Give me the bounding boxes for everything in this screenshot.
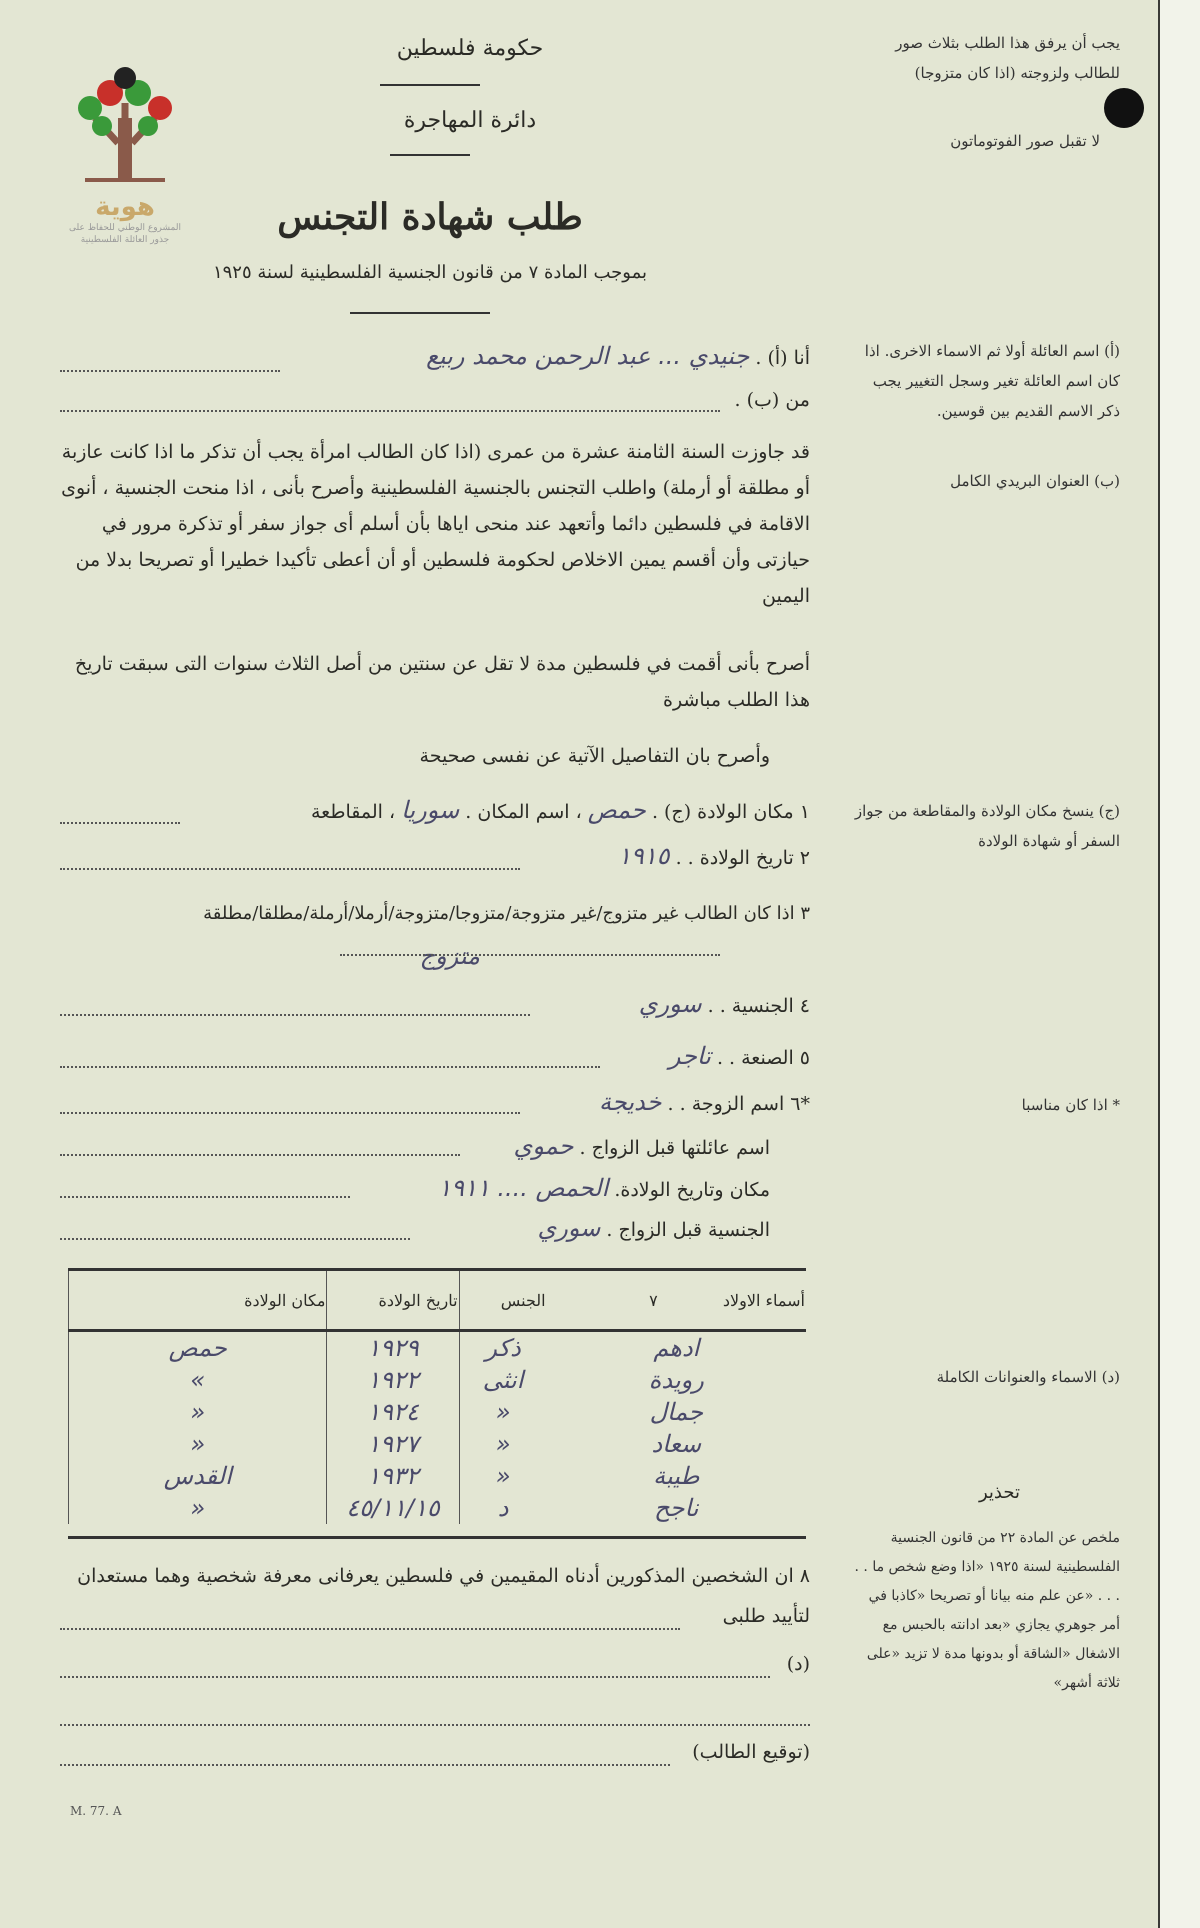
- note-d: (د) الاسماء والعنوانات الكاملة: [936, 1368, 1120, 1386]
- logo-subtitle-1: المشروع الوطني للحفاظ على: [68, 223, 181, 233]
- table-bottom-rule: [68, 1536, 806, 1539]
- child-name: طيبة: [653, 1462, 700, 1490]
- child-dob: ١٩٢٧: [327, 1428, 459, 1460]
- child-pob: «: [69, 1492, 327, 1524]
- logo-subtitle-2: جذور العائلة الفلسطينية: [80, 235, 170, 245]
- child-pob: حمص: [69, 1331, 327, 1365]
- col-dob-header: تاريخ الولادة: [327, 1270, 459, 1331]
- profession-value: تاجر: [668, 1042, 711, 1070]
- line-a-label: أنا (أ) .: [755, 347, 810, 369]
- birthdate-label: ٢ تاريخ الولادة . .: [675, 847, 810, 869]
- dotted-line: [60, 1154, 460, 1156]
- declaration-2: أصرح بأنى أقمت في فلسطين مدة لا تقل عن سنتين من أصل الثلاث سنوات التى سبقت تاريخ هذا الطلب مباشرة: [74, 653, 810, 711]
- wife-birth-label: مكان وتاريخ الولادة.: [614, 1179, 770, 1201]
- note-no-photomaton: لا تقبل صور الفوتوماتون: [950, 132, 1100, 150]
- place-name-label: ، اسم المكان .: [465, 801, 582, 823]
- child-dob: ١٩٢٢: [327, 1364, 459, 1396]
- punch-hole: [1104, 88, 1144, 128]
- d-label: (د): [786, 1653, 810, 1675]
- note-star: * اذا كان مناسبا: [1021, 1096, 1120, 1114]
- page-edge: [1158, 0, 1200, 1928]
- child-dob: ١٩٣٢: [327, 1460, 459, 1492]
- note-b: (ب) العنوان البريدي الكامل: [950, 472, 1120, 490]
- child-dob: ١٩٢٤: [327, 1396, 459, 1428]
- field-nationality: [60, 986, 810, 1024]
- profession-label: ٥ الصنعة . .: [716, 1047, 810, 1069]
- wife-birth-value: الحمص .... ١٩١١: [438, 1174, 609, 1202]
- col-names-header: أسماء الاولاد ٧: [547, 1270, 806, 1331]
- dotted-line: [60, 1724, 810, 1726]
- col-sex-header: الجنس: [459, 1270, 547, 1331]
- child-name: رويدة: [648, 1366, 704, 1394]
- line-a-value: جنيدي ... عبد الرحمن محمد ربيع: [426, 342, 750, 370]
- wife-family-value: حموي: [513, 1132, 574, 1160]
- place-name-value: سوريا: [401, 796, 460, 824]
- children-table-wrap: [68, 1268, 806, 1524]
- dotted-line: [60, 1112, 520, 1114]
- table-header-row: [69, 1270, 807, 1331]
- tree-logo-icon: [60, 48, 190, 188]
- child-name: سعاد: [651, 1430, 702, 1458]
- nationality-label: ٤ الجنسية . .: [707, 995, 810, 1017]
- dotted-line: [60, 1764, 670, 1766]
- child-sex: انثى: [459, 1364, 547, 1396]
- table-row: [69, 1396, 807, 1428]
- table-row: [69, 1364, 807, 1396]
- dotted-line: [60, 1014, 530, 1016]
- birthplace-label: ١ مكان الولادة (ج) .: [651, 801, 810, 823]
- child-name: جمال: [649, 1398, 704, 1426]
- declaration-1: قد جاوزت السنة الثامنة عشرة من عمرى (اذا كان الطالب امرأة يجب أن تذكر ما اذا كانت عازبة أو مطلقة أو أرملة) واطلب التجنس بالجنسية الفلسطينية وأصرح بأنى ، اذا منحت الجنسية ، أنوى الاقامة في فلسطين دائما وأتعهد عند منحى اياها بأن أسلم أى جواز سفر أو تذكرة مرور في حيازتى وأن أقسم يمين الاخلاص لحكومة فلسطين أو أن أعطى تأكيدا خطيرا أو تصريحا بدلا من اليمين: [61, 441, 810, 607]
- dotted-line: [60, 410, 720, 412]
- divider: [380, 84, 480, 86]
- field-birthdate: [60, 838, 810, 876]
- signature-label: (توقيع الطالب): [692, 1741, 810, 1763]
- child-sex: «: [459, 1460, 547, 1492]
- children-table: [68, 1268, 806, 1524]
- logo-name: هوية: [95, 192, 155, 222]
- wife-family-label: اسم عائلتها قبل الزواج .: [579, 1137, 770, 1159]
- field-wife-birth: [60, 1170, 770, 1208]
- col-pob-header: مكان الولادة: [69, 1270, 327, 1331]
- divider: [350, 312, 490, 314]
- birthdate-value: ١٩١٥: [617, 842, 670, 870]
- table-row: [69, 1460, 807, 1492]
- nationality-value: سوري: [638, 990, 702, 1018]
- child-sex: «: [459, 1428, 547, 1460]
- birthplace-value: حمص: [587, 796, 646, 824]
- dotted-line: [60, 822, 180, 824]
- dotted-line: [60, 868, 520, 870]
- item-8: ٨ ان الشخصين المذكورين أدناه المقيمين في فلسطين يعرفانى معرفة شخصية وهما مستعدان لتأييد طلبى: [77, 1565, 810, 1627]
- child-pob: »: [69, 1364, 327, 1396]
- form-code: M. 77. A: [70, 1804, 122, 1818]
- form-title: طلب شهادة التجنس: [277, 196, 583, 238]
- field-wife-family: [60, 1128, 770, 1166]
- field-profession: [60, 1038, 810, 1076]
- warning-body: ملخص عن المادة ٢٢ من قانون الجنسية الفلسطينية لسنة ١٩٢٥ «اذا وضع شخص ما . . . . . «عن علم منه بيانا أو تصريحا «كاذبا في أمر جوهري يجازي «بعد ادانته بالحبس مع الاشغال «الشاقة أو بدونها مدة لا تزيد «على ثلاثة أشهر»: [854, 1530, 1120, 1691]
- dotted-line: [60, 1238, 410, 1240]
- marital-status-value: متزوج: [419, 942, 480, 970]
- warning-title: تحذير: [978, 1482, 1020, 1503]
- note-c: (ج) ينسخ مكان الولادة والمقاطعة من جواز السفر أو شهادة الولادة: [854, 802, 1120, 850]
- child-dob: ٤٥/١١/١٥: [327, 1492, 459, 1524]
- field-wife-name: [60, 1084, 810, 1122]
- line-b-label: من (ب) .: [734, 389, 810, 411]
- note-a: (أ) اسم العائلة أولا ثم الاسماء الاخرى. اذا كان اسم العائلة تغير وسجل التغيير يجب ذكر الاسم القديم بين قوسين.: [864, 342, 1120, 420]
- department-title: دائرة المهاجرة: [403, 108, 537, 133]
- child-sex: «: [459, 1396, 547, 1428]
- wife-nationality-label: الجنسية قبل الزواج .: [606, 1219, 770, 1241]
- district-label: ، المقاطعة: [311, 801, 396, 823]
- dotted-line: [60, 1628, 680, 1630]
- table-row: [69, 1331, 807, 1365]
- dotted-line: [60, 370, 280, 372]
- child-name: ادهم: [653, 1334, 700, 1362]
- field-birthplace: [60, 792, 810, 830]
- dotted-line: [340, 954, 720, 956]
- dotted-line: [60, 1676, 770, 1678]
- declaration-3: وأصرح بان التفاصيل الآتية عن نفسى صحيحة: [419, 745, 770, 767]
- child-name: ناجح: [654, 1494, 699, 1522]
- government-title: حكومة فلسطين: [396, 36, 544, 61]
- legal-basis: بموجب المادة ٧ من قانون الجنسية الفلسطينية لسنة ١٩٢٥: [212, 262, 648, 283]
- table-row: [69, 1428, 807, 1460]
- wife-name-value: خديجة: [599, 1088, 662, 1116]
- child-sex: ذكر: [459, 1331, 547, 1365]
- child-pob: «: [69, 1428, 327, 1460]
- line-b: [60, 382, 810, 418]
- dotted-line: [60, 1066, 600, 1068]
- divider: [390, 154, 470, 156]
- child-pob: القدس: [69, 1460, 327, 1492]
- child-dob: ١٩٢٩: [327, 1331, 459, 1365]
- wife-nationality-value: سوري: [537, 1214, 601, 1242]
- wife-name-label: *٦ اسم الزوجة . .: [667, 1093, 810, 1115]
- dotted-line: [60, 1196, 350, 1198]
- logo: [60, 48, 190, 246]
- field-marital-status: ٣ اذا كان الطالب غير متزوج/غير متزوجة/متزوجا/متزوجة/أرملا/أرملة/مطلقا/مطلقة: [203, 903, 810, 924]
- note-photos: يجب أن يرفق هذا الطلب بثلاث صور للطالب ولزوجته (اذا كان متزوجا): [895, 34, 1120, 82]
- field-wife-nationality: [60, 1210, 770, 1248]
- table-row: [69, 1492, 807, 1524]
- child-sex: د: [459, 1492, 547, 1524]
- child-pob: «: [69, 1396, 327, 1428]
